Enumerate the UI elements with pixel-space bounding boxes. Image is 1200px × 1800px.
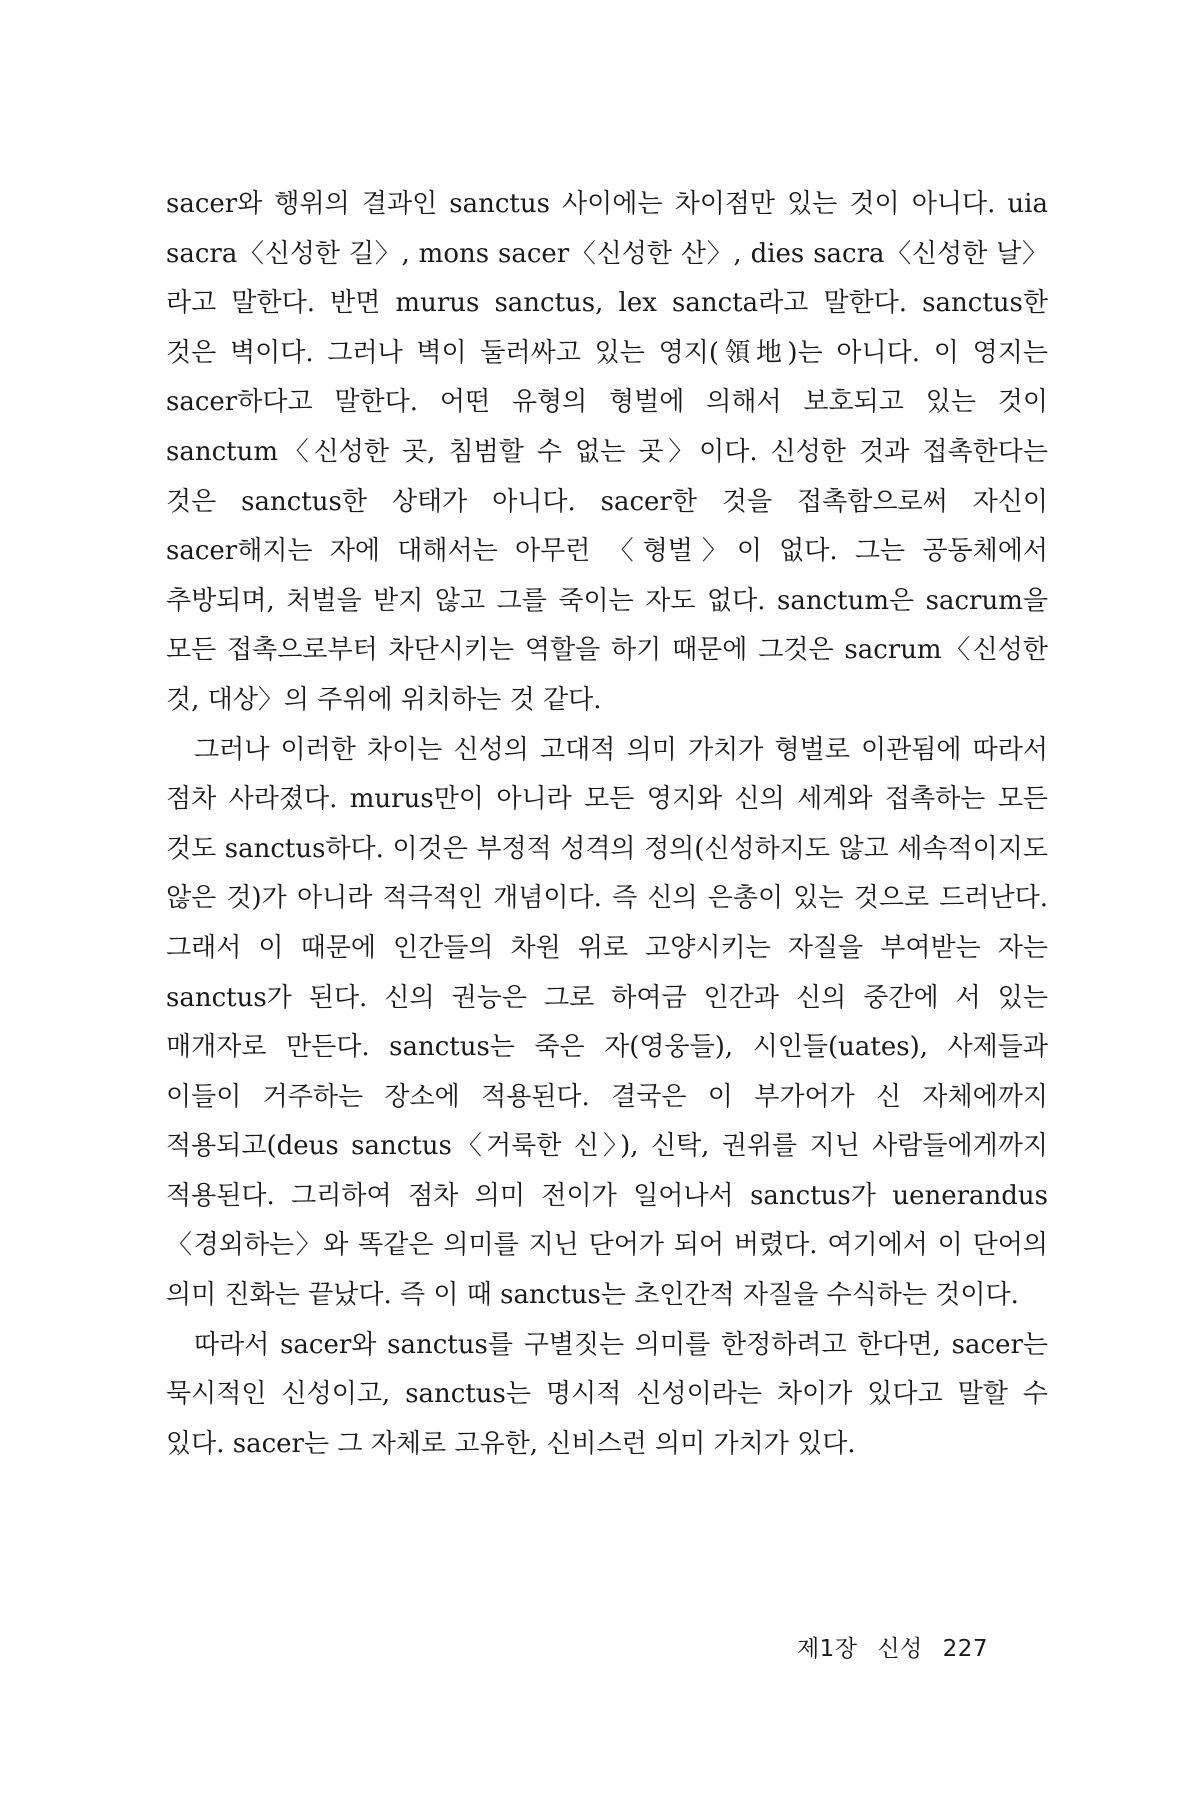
body-text (166, 180, 1048, 1469)
chapter-label: 제1장 (796, 1636, 858, 1662)
paragraph-1: sacer와 행위의 결과인 sanctus 사이에는 차이점만 있는 것이 아니다. uia sacra〈신성한 길〉, mons sacer〈신성한 산〉, dies sacra〈신성한 날〉라고 말한다. 반면 murus sanctus, lex sancta라고 말한다. sanctus한 것은 벽이다. 그러나 벽이 둘러싸고 있는 영지(領地)는 아니다. 이 영지는 sacer하다고 말한다. 어떤 유형의 형벌에 의해서 보호되고 있는 것이 sanctum〈신성한 곳, 침범할 수 없는 곳〉이다. 신성한 것과 접촉한다는 것은 sanctus한 상태가 아니다. sacer한 것을 접촉함으로써 자신이 sacer해지는 자에 대해서는 아무런 〈형벌〉이 없다. 그는 공동체에서 추방되며, 처벌을 받지 않고 그를 죽이는 자도 없다. sanctum은 sacrum을 모든 접촉으로부터 차단시키는 역할을 하기 때문에 그것은 sacrum〈신성한 것, 대상〉의 주위에 위치하는 것 같다. (166, 189, 1048, 715)
paragraph-2: 그러나 이러한 차이는 신성의 고대적 의미 가치가 형벌로 이관됨에 따라서 점차 사라졌다. murus만이 아니라 모든 영지와 신의 세계와 접촉하는 모든 것도 sanctus하다. 이것은 부정적 성격의 정의(신성하지도 않고 세속적이지도 않은 것)가 아니라 적극적인 개념이다. 즉 신의 은총이 있는 것으로 드러난다. 그래서 이 때문에 인간들의 차원 위로 고양시키는 자질을 부여받는 자는 sanctus가 된다. 신의 권능은 그로 하여금 인간과 신의 중간에 서 있는 매개자로 만든다. sanctus는 죽은 자(영웅들), 시인들(uates), 사제들과 이들이 거주하는 장소에 적용된다. 결국은 이 부가어가 신 자체에까지 적용되고(deus sanctus〈거룩한 신〉), 신탁, 권위를 지닌 사람들에게까지 적용된다. 그리하여 점차 의미 전이가 일어나서 sanctus가 uenerandus〈경외하는〉와 똑같은 의미를 지닌 단어가 되어 버렸다. 여기에서 이 단어의 의미 진화는 끝났다. 즉 이 때 sanctus는 초인간적 자질을 수식하는 것이다. (166, 734, 1048, 1311)
page-number: 227 (942, 1636, 988, 1662)
page-footer (797, 1630, 988, 1663)
paragraph-3: 따라서 sacer와 sanctus를 구별짓는 의미를 한정하려고 한다면, sacer는 묵시적인 신성이고, sanctus는 명시적 신성이라는 차이가 있다고 말할 수 있다. sacer는 그 자체로 고유한, 신비스런 의미 가치가 있다. (166, 1329, 1048, 1459)
chapter-title: 신성 (877, 1636, 923, 1662)
